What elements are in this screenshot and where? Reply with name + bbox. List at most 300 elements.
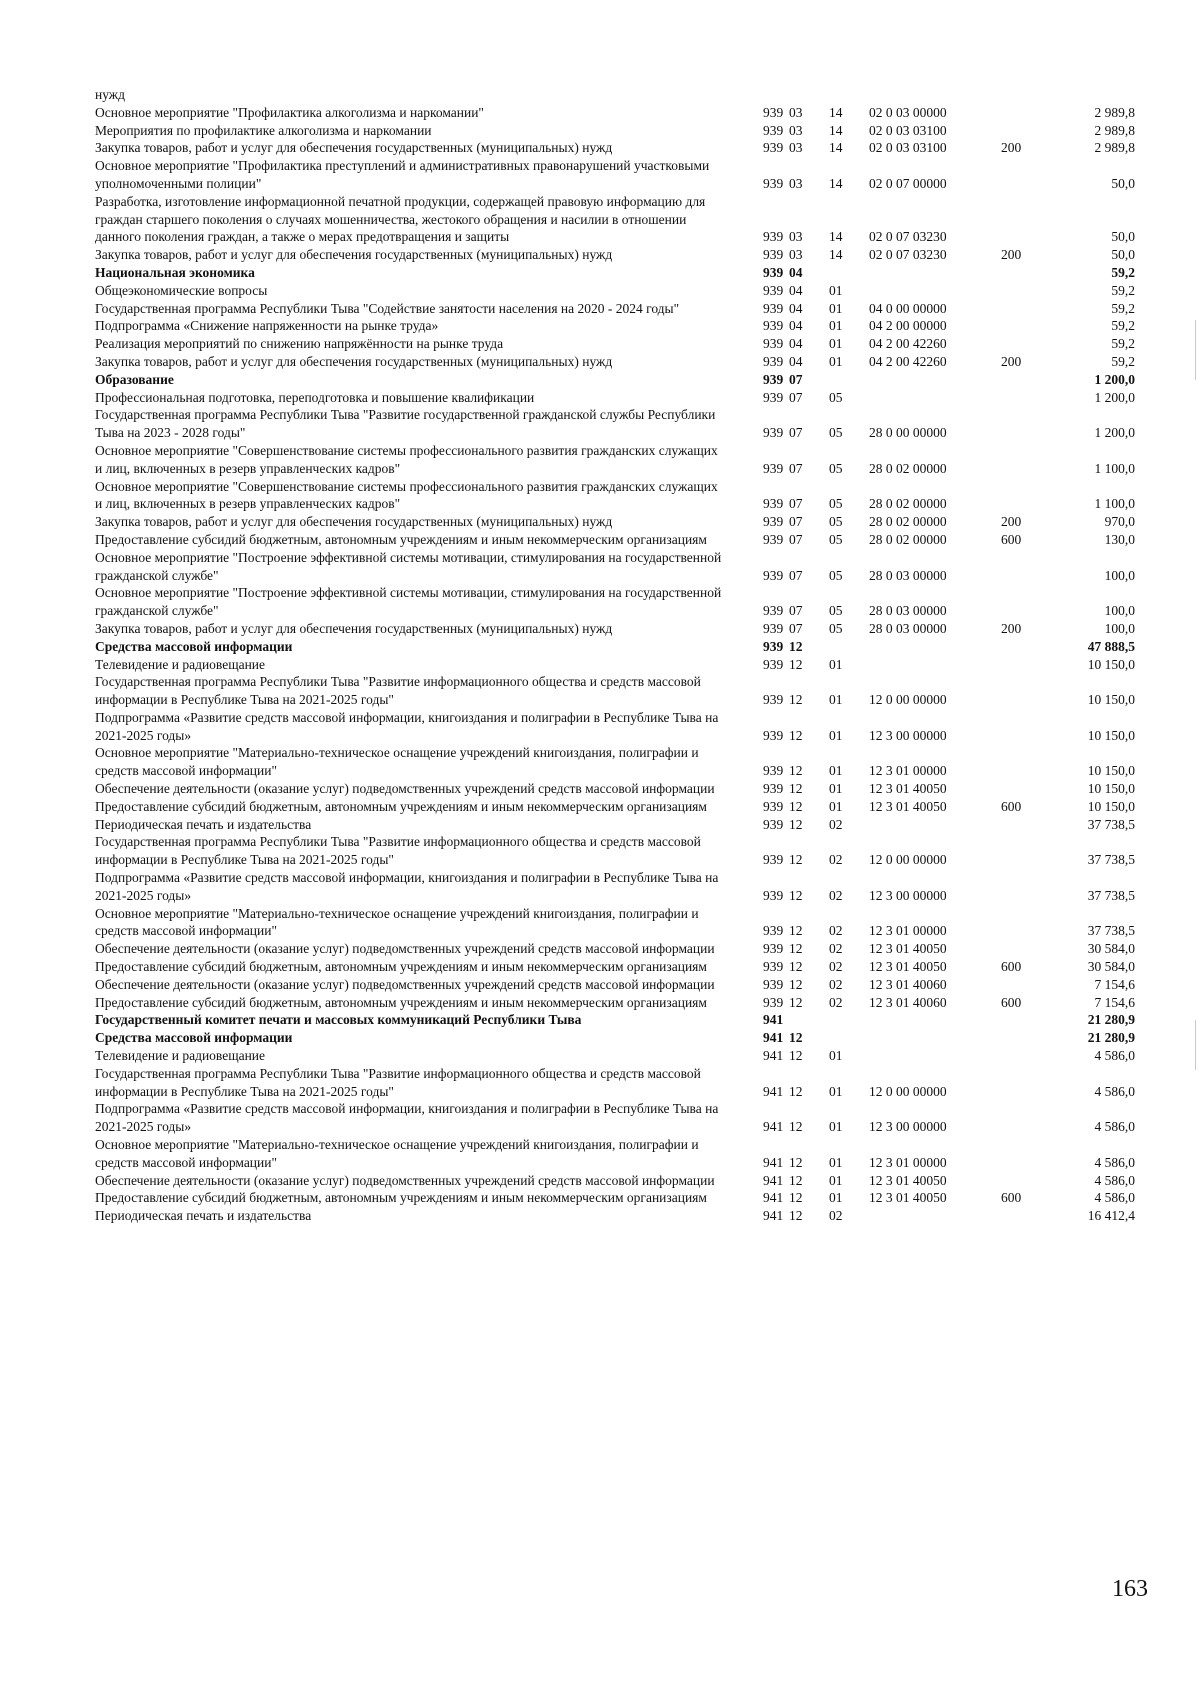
row-amount: 100,0 bbox=[1104, 620, 1135, 636]
row-expense-type: 200 bbox=[1001, 247, 1022, 263]
table-row bbox=[95, 1029, 1135, 1047]
table-row bbox=[95, 442, 1135, 478]
row-ved-code: 939 bbox=[763, 567, 784, 583]
row-amount: 59,2 bbox=[1111, 300, 1135, 316]
row-section-code: 07 bbox=[789, 460, 803, 476]
row-amount: 59,2 bbox=[1111, 336, 1135, 352]
row-expense-type bbox=[993, 1100, 1045, 1136]
row-amount: 59,2 bbox=[1111, 264, 1135, 280]
row-amount: 2 989,8 bbox=[1094, 122, 1135, 138]
table-row bbox=[95, 104, 1135, 122]
row-subsection-code: 01 bbox=[829, 798, 843, 814]
row-target-article: 12 3 01 40050 bbox=[869, 1190, 947, 1206]
row-section-code: 07 bbox=[789, 371, 803, 387]
table-row bbox=[95, 976, 1135, 994]
row-name: Национальная экономика bbox=[95, 264, 255, 280]
row-expense-type bbox=[993, 1011, 1045, 1029]
table-row bbox=[95, 282, 1135, 300]
row-target-article bbox=[863, 282, 993, 300]
row-subsection-code: 01 bbox=[829, 336, 843, 352]
row-subsection-code: 02 bbox=[829, 1208, 843, 1224]
row-name: Телевидение и радиовещание bbox=[95, 1048, 266, 1064]
table-row bbox=[95, 335, 1135, 353]
row-amount: 1 200,0 bbox=[1094, 389, 1135, 405]
row-amount: 37 738,5 bbox=[1087, 887, 1135, 903]
row-expense-type bbox=[993, 371, 1045, 389]
row-subsection-code: 01 bbox=[829, 1083, 843, 1099]
row-amount: 47 888,5 bbox=[1087, 638, 1135, 654]
table-row bbox=[95, 513, 1135, 531]
table-row bbox=[95, 1065, 1135, 1101]
row-ved-code: 939 bbox=[763, 603, 784, 619]
table-row bbox=[95, 139, 1135, 157]
row-name: Закупка товаров, работ и услуг для обеспечения государственных (муниципальных) нужд bbox=[95, 353, 613, 369]
row-ved-code: 939 bbox=[763, 425, 784, 441]
row-subsection-code: 02 bbox=[829, 941, 843, 957]
row-section-code: 12 bbox=[789, 638, 803, 654]
row-section-code: 07 bbox=[789, 514, 803, 530]
row-name: Государственный комитет печати и массовых коммуникаций Республики Тыва bbox=[95, 1012, 582, 1028]
row-expense-type bbox=[993, 673, 1045, 709]
row-name: Общеэкономические вопросы bbox=[95, 282, 268, 298]
row-expense-type bbox=[993, 905, 1045, 941]
row-ved-code: 939 bbox=[763, 763, 784, 779]
row-expense-type bbox=[993, 157, 1045, 193]
row-section-code: 12 bbox=[789, 656, 803, 672]
row-section-code: 07 bbox=[789, 425, 803, 441]
row-subsection-code: 01 bbox=[829, 763, 843, 779]
row-expense-type: 200 bbox=[1001, 620, 1022, 636]
row-name: Подпрограмма «Развитие средств массовой информации, книгоиздания и полиграфии в Республике Тыва на 2021-2025 годы» bbox=[95, 870, 719, 903]
table-row bbox=[95, 656, 1135, 674]
row-amount: 2 989,8 bbox=[1094, 140, 1135, 156]
row-amount: 1 200,0 bbox=[1094, 371, 1135, 387]
row-ved-code: 939 bbox=[763, 104, 784, 120]
row-section-code: 12 bbox=[789, 816, 803, 832]
row-expense-type bbox=[993, 976, 1045, 994]
table-row bbox=[95, 798, 1135, 816]
row-target-article: 12 0 00 00000 bbox=[869, 1083, 947, 1099]
row-amount: 30 584,0 bbox=[1087, 959, 1135, 975]
row-ved-code: 939 bbox=[763, 816, 784, 832]
table-row bbox=[95, 1100, 1135, 1136]
row-name: Предоставление субсидий бюджетным, автономным учреждениям и иным некоммерческим организациям bbox=[95, 531, 707, 547]
row-name: Профессиональная подготовка, переподготовка и повышение квалификации bbox=[95, 389, 535, 405]
row-amount: 4 586,0 bbox=[1094, 1083, 1135, 1099]
row-expense-type bbox=[993, 709, 1045, 745]
row-name: Подпрограмма «Развитие средств массовой информации, книгоиздания и полиграфии в Республике Тыва на 2021-2025 годы» bbox=[95, 1101, 719, 1135]
row-ved-code: 939 bbox=[763, 318, 784, 334]
row-expense-type bbox=[993, 193, 1045, 246]
row-amount: 50,0 bbox=[1111, 175, 1135, 191]
row-target-article bbox=[863, 656, 993, 674]
row-target-article: 28 0 02 00000 bbox=[869, 460, 947, 476]
row-amount: 10 150,0 bbox=[1087, 781, 1135, 797]
row-amount: 7 154,6 bbox=[1094, 994, 1135, 1010]
row-name: Обеспечение деятельности (оказание услуг) подведомственных учреждений средств массовой информации bbox=[95, 781, 715, 797]
row-target-article bbox=[863, 1029, 993, 1047]
row-expense-type bbox=[993, 549, 1045, 585]
row-expense-type bbox=[993, 104, 1045, 122]
row-ved-code: 939 bbox=[763, 122, 784, 138]
table-row bbox=[95, 816, 1135, 834]
row-target-article: 28 0 03 00000 bbox=[869, 620, 947, 636]
row-target-article bbox=[863, 86, 993, 104]
row-section-code: 12 bbox=[789, 923, 803, 939]
row-section-code: 07 bbox=[789, 567, 803, 583]
row-name: Образование bbox=[95, 371, 174, 387]
table-row bbox=[95, 833, 1135, 869]
table-row bbox=[95, 994, 1135, 1012]
row-target-article bbox=[863, 371, 993, 389]
row-name: Государственная программа Республики Тыва "Развитие информационного общества и средств массовой информации в Республике Тыва на 2021-2025 годы" bbox=[95, 674, 701, 708]
row-amount: 21 280,9 bbox=[1087, 1012, 1135, 1028]
row-ved-code: 941 bbox=[763, 1030, 784, 1046]
row-expense-type bbox=[993, 1065, 1045, 1101]
row-subsection-code: 05 bbox=[829, 389, 843, 405]
row-amount: 30 584,0 bbox=[1087, 941, 1135, 957]
row-amount: 4 586,0 bbox=[1094, 1190, 1135, 1206]
row-target-article: 02 0 07 00000 bbox=[869, 175, 947, 191]
row-section-code bbox=[783, 1011, 823, 1029]
row-target-article: 12 3 01 40050 bbox=[869, 959, 947, 975]
table-row bbox=[95, 1207, 1135, 1225]
row-ved-code: 939 bbox=[763, 496, 784, 512]
row-target-article: 12 0 00 00000 bbox=[869, 852, 947, 868]
row-section-code: 12 bbox=[789, 1172, 803, 1188]
row-target-article bbox=[863, 638, 993, 656]
row-expense-type bbox=[993, 1207, 1045, 1225]
row-section-code: 03 bbox=[789, 229, 803, 245]
row-amount: 2 989,8 bbox=[1094, 104, 1135, 120]
row-target-article: 12 3 01 00000 bbox=[869, 763, 947, 779]
row-ved-code: 939 bbox=[763, 976, 784, 992]
row-ved-code: 939 bbox=[763, 175, 784, 191]
table-row bbox=[95, 371, 1135, 389]
row-name: Предоставление субсидий бюджетным, автономным учреждениям и иным некоммерческим организациям bbox=[95, 959, 707, 975]
row-subsection-code: 01 bbox=[829, 1190, 843, 1206]
row-expense-type bbox=[993, 780, 1045, 798]
table-row bbox=[95, 780, 1135, 798]
row-ved-code: 939 bbox=[763, 638, 784, 654]
row-amount: 4 586,0 bbox=[1094, 1048, 1135, 1064]
table-row bbox=[95, 744, 1135, 780]
row-subsection-code: 02 bbox=[829, 816, 843, 832]
row-expense-type bbox=[993, 940, 1045, 958]
row-target-article: 04 2 00 42260 bbox=[869, 336, 947, 352]
row-name: Основное мероприятие "Совершенствование системы профессионального развития гражданских служащих и лиц, включенных в резерв управленческих кадров" bbox=[95, 478, 718, 512]
row-expense-type bbox=[993, 264, 1045, 282]
row-target-article: 12 3 01 00000 bbox=[869, 923, 947, 939]
row-name: Подпрограмма «Развитие средств массовой информации, книгоиздания и полиграфии в Республике Тыва на 2021-2025 годы» bbox=[95, 709, 719, 743]
row-name: Государственная программа Республики Тыва "Развитие информационного общества и средств массовой информации в Республике Тыва на 2021-2025 годы" bbox=[95, 1065, 701, 1099]
row-ved-code: 939 bbox=[763, 941, 784, 957]
row-target-article bbox=[863, 264, 993, 282]
row-subsection-code: 05 bbox=[829, 496, 843, 512]
row-subsection-code: 01 bbox=[829, 656, 843, 672]
scan-edge-mark bbox=[1195, 320, 1196, 380]
row-target-article: 02 0 03 03100 bbox=[869, 140, 947, 156]
row-amount: 7 154,6 bbox=[1094, 976, 1135, 992]
row-subsection-code: 02 bbox=[829, 923, 843, 939]
row-ved-code: 939 bbox=[763, 656, 784, 672]
row-section-code: 07 bbox=[789, 531, 803, 547]
row-target-article: 12 3 00 00000 bbox=[869, 727, 947, 743]
row-subsection-code bbox=[823, 371, 863, 389]
row-expense-type bbox=[993, 86, 1045, 104]
row-target-article: 12 3 01 40050 bbox=[869, 781, 947, 797]
row-name: Разработка, изготовление информационной печатной продукции, содержащей правовую информацию для граждан старшего поколения о случаях мошенничества, жестокого обращения и насилии в отношении данного поколения граждан, а также о мерах предотвращения и защиты bbox=[95, 193, 706, 245]
row-section-code: 12 bbox=[789, 1048, 803, 1064]
row-section-code: 12 bbox=[789, 727, 803, 743]
row-amount: 1 100,0 bbox=[1094, 460, 1135, 476]
table-row bbox=[95, 1011, 1135, 1029]
row-ved-code: 939 bbox=[763, 692, 784, 708]
table-row bbox=[95, 584, 1135, 620]
row-ved-code: 939 bbox=[763, 353, 784, 369]
row-name: Основное мероприятие "Совершенствование системы профессионального развития гражданских служащих и лиц, включенных в резерв управленческих кадров" bbox=[95, 442, 718, 476]
row-amount: 10 150,0 bbox=[1087, 798, 1135, 814]
row-name: Основное мероприятие "Материально-техническое оснащение учреждений книгоиздания, полиграфии и средств массовой информации" bbox=[95, 905, 699, 939]
row-target-article: 28 0 02 00000 bbox=[869, 531, 947, 547]
row-expense-type bbox=[993, 1136, 1045, 1172]
row-ved-code: 939 bbox=[763, 531, 784, 547]
row-target-article: 02 0 07 03230 bbox=[869, 247, 947, 263]
row-amount: 100,0 bbox=[1104, 603, 1135, 619]
row-expense-type bbox=[993, 1172, 1045, 1190]
row-expense-type bbox=[993, 656, 1045, 674]
row-section-code: 12 bbox=[789, 763, 803, 779]
table-row bbox=[95, 1047, 1135, 1065]
row-amount: 16 412,4 bbox=[1087, 1208, 1135, 1224]
row-subsection-code bbox=[823, 1011, 863, 1029]
row-target-article: 12 0 00 00000 bbox=[869, 692, 947, 708]
table-row bbox=[95, 620, 1135, 638]
row-name: Основное мероприятие "Материально-техническое оснащение учреждений книгоиздания, полиграфии и средств массовой информации" bbox=[95, 745, 699, 779]
row-subsection-code: 01 bbox=[829, 781, 843, 797]
row-ved-code: 939 bbox=[763, 264, 784, 280]
table-row bbox=[95, 193, 1135, 246]
row-ved-code: 939 bbox=[763, 247, 784, 263]
row-expense-type bbox=[993, 406, 1045, 442]
row-amount: 1 100,0 bbox=[1094, 496, 1135, 512]
row-ved-code: 941 bbox=[763, 1119, 784, 1135]
row-ved-code: 939 bbox=[763, 994, 784, 1010]
row-ved-code: 941 bbox=[763, 1190, 784, 1206]
row-subsection-code: 14 bbox=[829, 122, 843, 138]
row-section-code: 12 bbox=[789, 1190, 803, 1206]
row-section-code: 03 bbox=[789, 247, 803, 263]
row-amount: 59,2 bbox=[1111, 282, 1135, 298]
row-subsection-code bbox=[823, 86, 863, 104]
row-subsection-code: 01 bbox=[829, 1048, 843, 1064]
row-name: Закупка товаров, работ и услуг для обеспечения государственных (муниципальных) нужд bbox=[95, 140, 613, 156]
row-ved-code: 941 bbox=[763, 1012, 784, 1028]
row-ved-code: 939 bbox=[763, 727, 784, 743]
row-target-article bbox=[863, 1011, 993, 1029]
table-row bbox=[95, 264, 1135, 282]
table-row bbox=[95, 531, 1135, 549]
row-expense-type: 200 bbox=[1001, 353, 1022, 369]
row-expense-type: 600 bbox=[1001, 994, 1022, 1010]
row-target-article: 04 0 00 00000 bbox=[869, 300, 947, 316]
row-name: Предоставление субсидий бюджетным, автономным учреждениям и иным некоммерческим организациям bbox=[95, 1190, 707, 1206]
row-section-code: 04 bbox=[789, 336, 803, 352]
row-amount: 50,0 bbox=[1111, 229, 1135, 245]
row-amount: 59,2 bbox=[1111, 318, 1135, 334]
page-number: 163 bbox=[1112, 1576, 1148, 1602]
row-subsection-code: 05 bbox=[829, 460, 843, 476]
row-target-article: 28 0 02 00000 bbox=[869, 514, 947, 530]
row-name: Государственная программа Республики Тыва "Развитие государственной гражданской службы Республики Тыва на 2023 - 2028 годы" bbox=[95, 407, 716, 441]
row-target-article: 12 3 01 00000 bbox=[869, 1154, 947, 1170]
row-section-code: 12 bbox=[789, 798, 803, 814]
row-subsection-code: 02 bbox=[829, 887, 843, 903]
row-subsection-code: 14 bbox=[829, 229, 843, 245]
row-expense-type: 600 bbox=[1001, 531, 1022, 547]
row-section-code: 12 bbox=[789, 994, 803, 1010]
row-name: Реализация мероприятий по снижению напряжённости на рынке труда bbox=[95, 336, 504, 352]
row-ved-code: 939 bbox=[763, 282, 784, 298]
row-ved-code: 939 bbox=[763, 371, 784, 387]
row-section-code: 12 bbox=[789, 692, 803, 708]
row-amount: 59,2 bbox=[1111, 353, 1135, 369]
table-row bbox=[95, 940, 1135, 958]
row-ved-code: 939 bbox=[763, 798, 784, 814]
row-expense-type bbox=[993, 1047, 1045, 1065]
table-row bbox=[95, 389, 1135, 407]
row-expense-type: 600 bbox=[1001, 959, 1022, 975]
table-row bbox=[95, 300, 1135, 318]
row-amount: 970,0 bbox=[1104, 514, 1135, 530]
row-expense-type: 600 bbox=[1001, 798, 1022, 814]
table-row bbox=[95, 122, 1135, 140]
row-ved-code: 939 bbox=[763, 336, 784, 352]
row-subsection-code: 05 bbox=[829, 531, 843, 547]
row-name: Основное мероприятие "Профилактика преступлений и административных правонарушений участковыми уполномоченными полиции" bbox=[95, 158, 710, 191]
row-name: Обеспечение деятельности (оказание услуг) подведомственных учреждений средств массовой информации bbox=[95, 941, 715, 957]
row-target-article: 04 2 00 00000 bbox=[869, 318, 947, 334]
row-section-code: 04 bbox=[789, 282, 803, 298]
row-target-article: 02 0 03 00000 bbox=[869, 104, 947, 120]
row-section-code: 07 bbox=[789, 620, 803, 636]
row-expense-type bbox=[993, 744, 1045, 780]
row-amount: 1 200,0 bbox=[1094, 425, 1135, 441]
row-section-code: 12 bbox=[789, 1154, 803, 1170]
row-ved-code: 941 bbox=[763, 1083, 784, 1099]
row-amount bbox=[1045, 86, 1135, 104]
row-section-code: 12 bbox=[789, 959, 803, 975]
row-subsection-code: 01 bbox=[829, 1119, 843, 1135]
row-name: Государственная программа Республики Тыва "Содействие занятости населения на 2020 - 2024 годы" bbox=[95, 300, 680, 316]
table-row bbox=[95, 958, 1135, 976]
row-expense-type bbox=[993, 1029, 1045, 1047]
row-target-article: 12 3 01 40060 bbox=[869, 976, 947, 992]
row-name: Мероприятия по профилактике алкоголизма и наркомании bbox=[95, 122, 432, 138]
row-subsection-code: 14 bbox=[829, 140, 843, 156]
row-target-article: 28 0 02 00000 bbox=[869, 496, 947, 512]
row-name: Основное мероприятие "Материально-техническое оснащение учреждений книгоиздания, полиграфии и средств массовой информации" bbox=[95, 1137, 699, 1170]
row-section-code: 12 bbox=[789, 781, 803, 797]
row-subsection-code: 01 bbox=[829, 300, 843, 316]
row-amount: 100,0 bbox=[1104, 567, 1135, 583]
row-subsection-code bbox=[823, 638, 863, 656]
row-amount: 4 586,0 bbox=[1094, 1119, 1135, 1135]
table-row bbox=[95, 869, 1135, 905]
table-row bbox=[95, 1136, 1135, 1172]
row-section-code: 07 bbox=[789, 389, 803, 405]
row-target-article bbox=[863, 389, 993, 407]
document-page bbox=[95, 86, 1155, 1225]
row-section-code: 03 bbox=[789, 140, 803, 156]
row-ved-code: 939 bbox=[763, 887, 784, 903]
row-ved-code: 939 bbox=[763, 460, 784, 476]
row-subsection-code: 05 bbox=[829, 567, 843, 583]
row-ved-code bbox=[733, 86, 783, 104]
row-target-article: 12 3 01 40060 bbox=[869, 994, 947, 1010]
row-expense-type bbox=[993, 638, 1045, 656]
row-amount: 10 150,0 bbox=[1087, 763, 1135, 779]
row-subsection-code: 02 bbox=[829, 994, 843, 1010]
budget-table bbox=[95, 86, 1135, 1225]
table-row bbox=[95, 638, 1135, 656]
row-target-article: 12 3 00 00000 bbox=[869, 887, 947, 903]
row-name: Предоставление субсидий бюджетным, автономным учреждениям и иным некоммерческим организациям bbox=[95, 994, 707, 1010]
row-amount: 4 586,0 bbox=[1094, 1172, 1135, 1188]
row-target-article: 02 0 03 03100 bbox=[869, 122, 947, 138]
row-section-code: 07 bbox=[789, 603, 803, 619]
row-amount: 10 150,0 bbox=[1087, 656, 1135, 672]
table-row bbox=[95, 673, 1135, 709]
row-name: Государственная программа Республики Тыва "Развитие информационного общества и средств массовой информации в Республике Тыва на 2021-2025 годы" bbox=[95, 834, 701, 868]
row-subsection-code: 01 bbox=[829, 727, 843, 743]
row-name: нужд bbox=[95, 87, 125, 102]
table-row bbox=[95, 317, 1135, 335]
row-section-code: 03 bbox=[789, 104, 803, 120]
row-target-article bbox=[863, 1047, 993, 1065]
row-section-code: 04 bbox=[789, 318, 803, 334]
row-ved-code: 941 bbox=[763, 1154, 784, 1170]
row-subsection-code: 01 bbox=[829, 1154, 843, 1170]
row-target-article bbox=[863, 816, 993, 834]
row-target-article: 12 3 01 40050 bbox=[869, 1172, 947, 1188]
row-name: Закупка товаров, работ и услуг для обеспечения государственных (муниципальных) нужд bbox=[95, 247, 613, 263]
row-name: Периодическая печать и издательства bbox=[95, 1208, 312, 1224]
row-name: Обеспечение деятельности (оказание услуг) подведомственных учреждений средств массовой информации bbox=[95, 1172, 715, 1188]
row-subsection-code: 14 bbox=[829, 104, 843, 120]
row-name: Закупка товаров, работ и услуг для обеспечения государственных (муниципальных) нужд bbox=[95, 620, 613, 636]
table-row bbox=[95, 709, 1135, 745]
row-section-code: 12 bbox=[789, 852, 803, 868]
row-target-article: 12 3 01 40050 bbox=[869, 941, 947, 957]
row-section-code: 12 bbox=[789, 1119, 803, 1135]
row-ved-code: 941 bbox=[763, 1048, 784, 1064]
row-name: Подпрограмма «Снижение напряженности на рынке труда» bbox=[95, 318, 439, 334]
row-amount: 10 150,0 bbox=[1087, 692, 1135, 708]
row-section-code: 04 bbox=[789, 264, 803, 280]
row-subsection-code: 01 bbox=[829, 353, 843, 369]
row-ved-code: 941 bbox=[763, 1172, 784, 1188]
row-amount: 37 738,5 bbox=[1087, 852, 1135, 868]
scan-edge-mark bbox=[1195, 1020, 1196, 1070]
row-subsection-code: 01 bbox=[829, 282, 843, 298]
row-section-code: 04 bbox=[789, 300, 803, 316]
row-section-code: 12 bbox=[789, 1083, 803, 1099]
table-row bbox=[95, 905, 1135, 941]
row-name: Основное мероприятие "Профилактика алкоголизма и наркомании" bbox=[95, 104, 484, 120]
row-section-code: 12 bbox=[789, 976, 803, 992]
row-expense-type bbox=[993, 335, 1045, 353]
